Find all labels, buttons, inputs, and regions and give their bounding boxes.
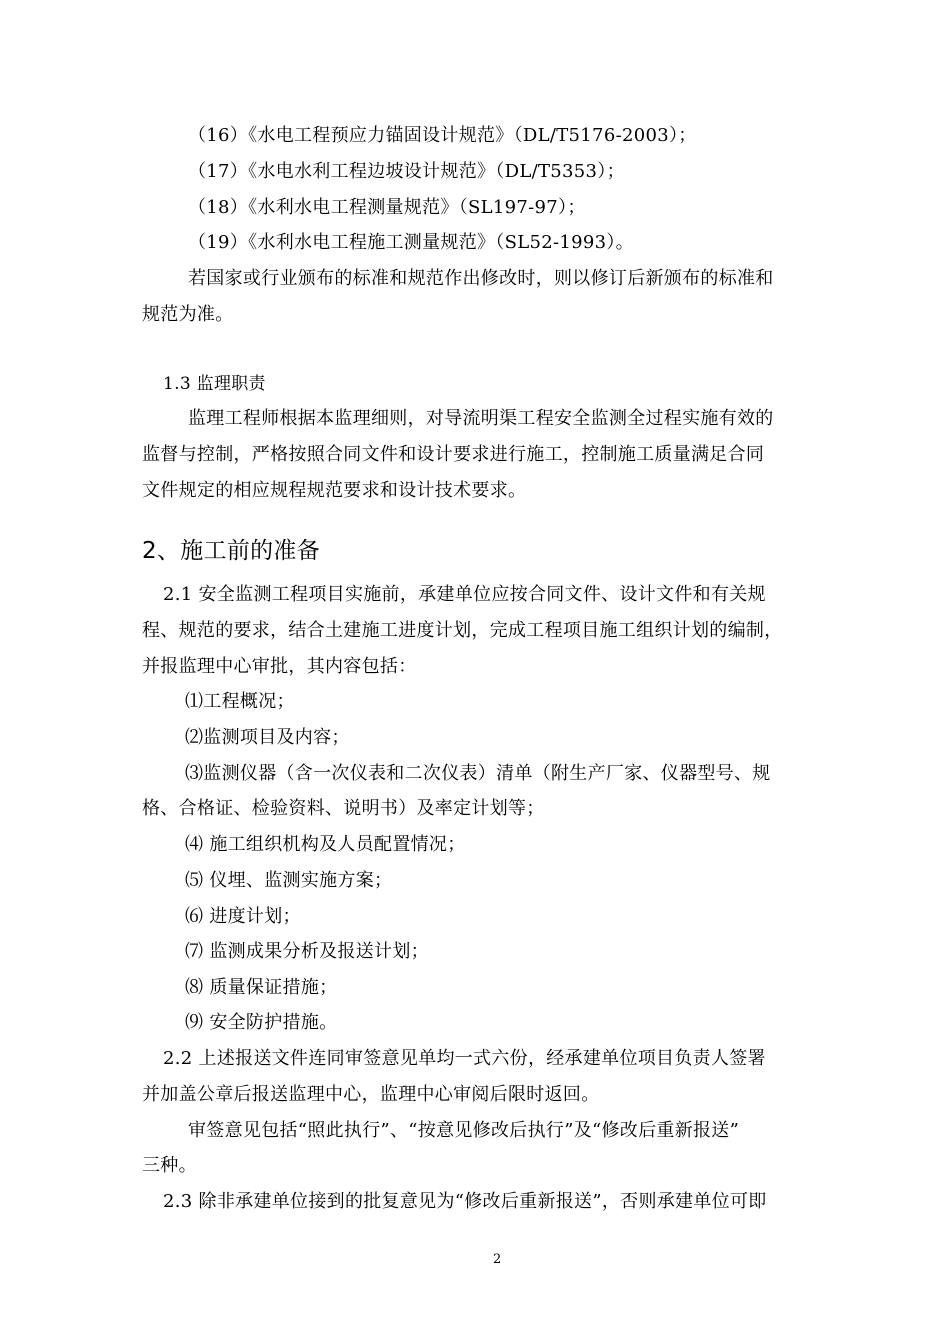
list-item: ⑼ 安全防护措施。 xyxy=(185,1012,338,1033)
list-item: ⑻ 质量保证措施； xyxy=(185,977,338,998)
paragraph-line: 审签意见包括“照此执行”、“按意见修改后执行”及“修改后重新报送” xyxy=(188,1120,740,1141)
section-title: 1.3 监理职责 xyxy=(163,374,266,394)
paragraph-line: 2.3 除非承建单位接到的批复意见为“修改后重新报送”，否则承建单位可即 xyxy=(163,1191,767,1212)
paragraph-line: 监督与控制，严格按照合同文件和设计要求进行施工，控制施工质量满足合同 xyxy=(142,444,765,465)
reference-item: （16）《水电工程预应力锚固设计规范》（DL/T5176-2003）； xyxy=(188,125,697,146)
paragraph-line: 若国家或行业颁布的标准和规范作出修改时，则以修订后新颁布的标准和 xyxy=(188,268,774,289)
list-item: ⑹ 进度计划； xyxy=(185,906,301,927)
paragraph-line: 程、规范的要求，结合土建施工进度计划，完成工程项目施工组织计划的编制， xyxy=(142,620,783,641)
reference-item: （18）《水利水电工程测量规范》（SL197-97）； xyxy=(188,197,586,218)
list-item: ⑺ 监测成果分析及报送计划； xyxy=(185,941,429,962)
paragraph-line: 2.2 上述报送文件连同审签意见单均一式六份，经承建单位项目负责人签署 xyxy=(163,1048,766,1069)
paragraph-line: 并加盖公章后报送监理中心，监理中心审阅后限时返回。 xyxy=(142,1084,600,1105)
reference-item: （19）《水利水电工程施工测量规范》（SL52-1993）。 xyxy=(188,232,634,253)
paragraph-line: 监理工程师根据本监理细则，对导流明渠工程安全监测全过程实施有效的 xyxy=(188,408,774,429)
paragraph-line: 文件规定的相应规程规范要求和设计技术要求。 xyxy=(142,480,527,501)
page-number: 2 xyxy=(493,1252,502,1267)
paragraph-line: 规范为准。 xyxy=(142,304,234,325)
list-item: ⑷ 施工组织机构及人员配置情况； xyxy=(185,834,466,855)
reference-item: （17）《水电水利工程边坡设计规范》（DL/T5353）； xyxy=(188,161,625,182)
list-item: ⑸ 仪埋、监测实施方案； xyxy=(185,870,393,891)
paragraph-line: 三种。 xyxy=(142,1155,197,1176)
list-item: 格、合格证、检验资料、说明书）及率定计划等； xyxy=(142,798,545,819)
list-item: ⑵监测项目及内容； xyxy=(185,727,350,748)
list-item: ⑶监测仪器（含一次仪表和二次仪表）清单（附生产厂家、仪器型号、规 xyxy=(185,763,771,784)
paragraph-line: 2.1 安全监测工程项目实施前，承建单位应按合同文件、设计文件和有关规 xyxy=(163,584,766,605)
list-item: ⑴工程概况； xyxy=(185,691,295,712)
paragraph-line: 并报监理中心审批，其内容包括： xyxy=(142,656,417,677)
section-heading: 2、施工前的准备 xyxy=(142,538,321,564)
